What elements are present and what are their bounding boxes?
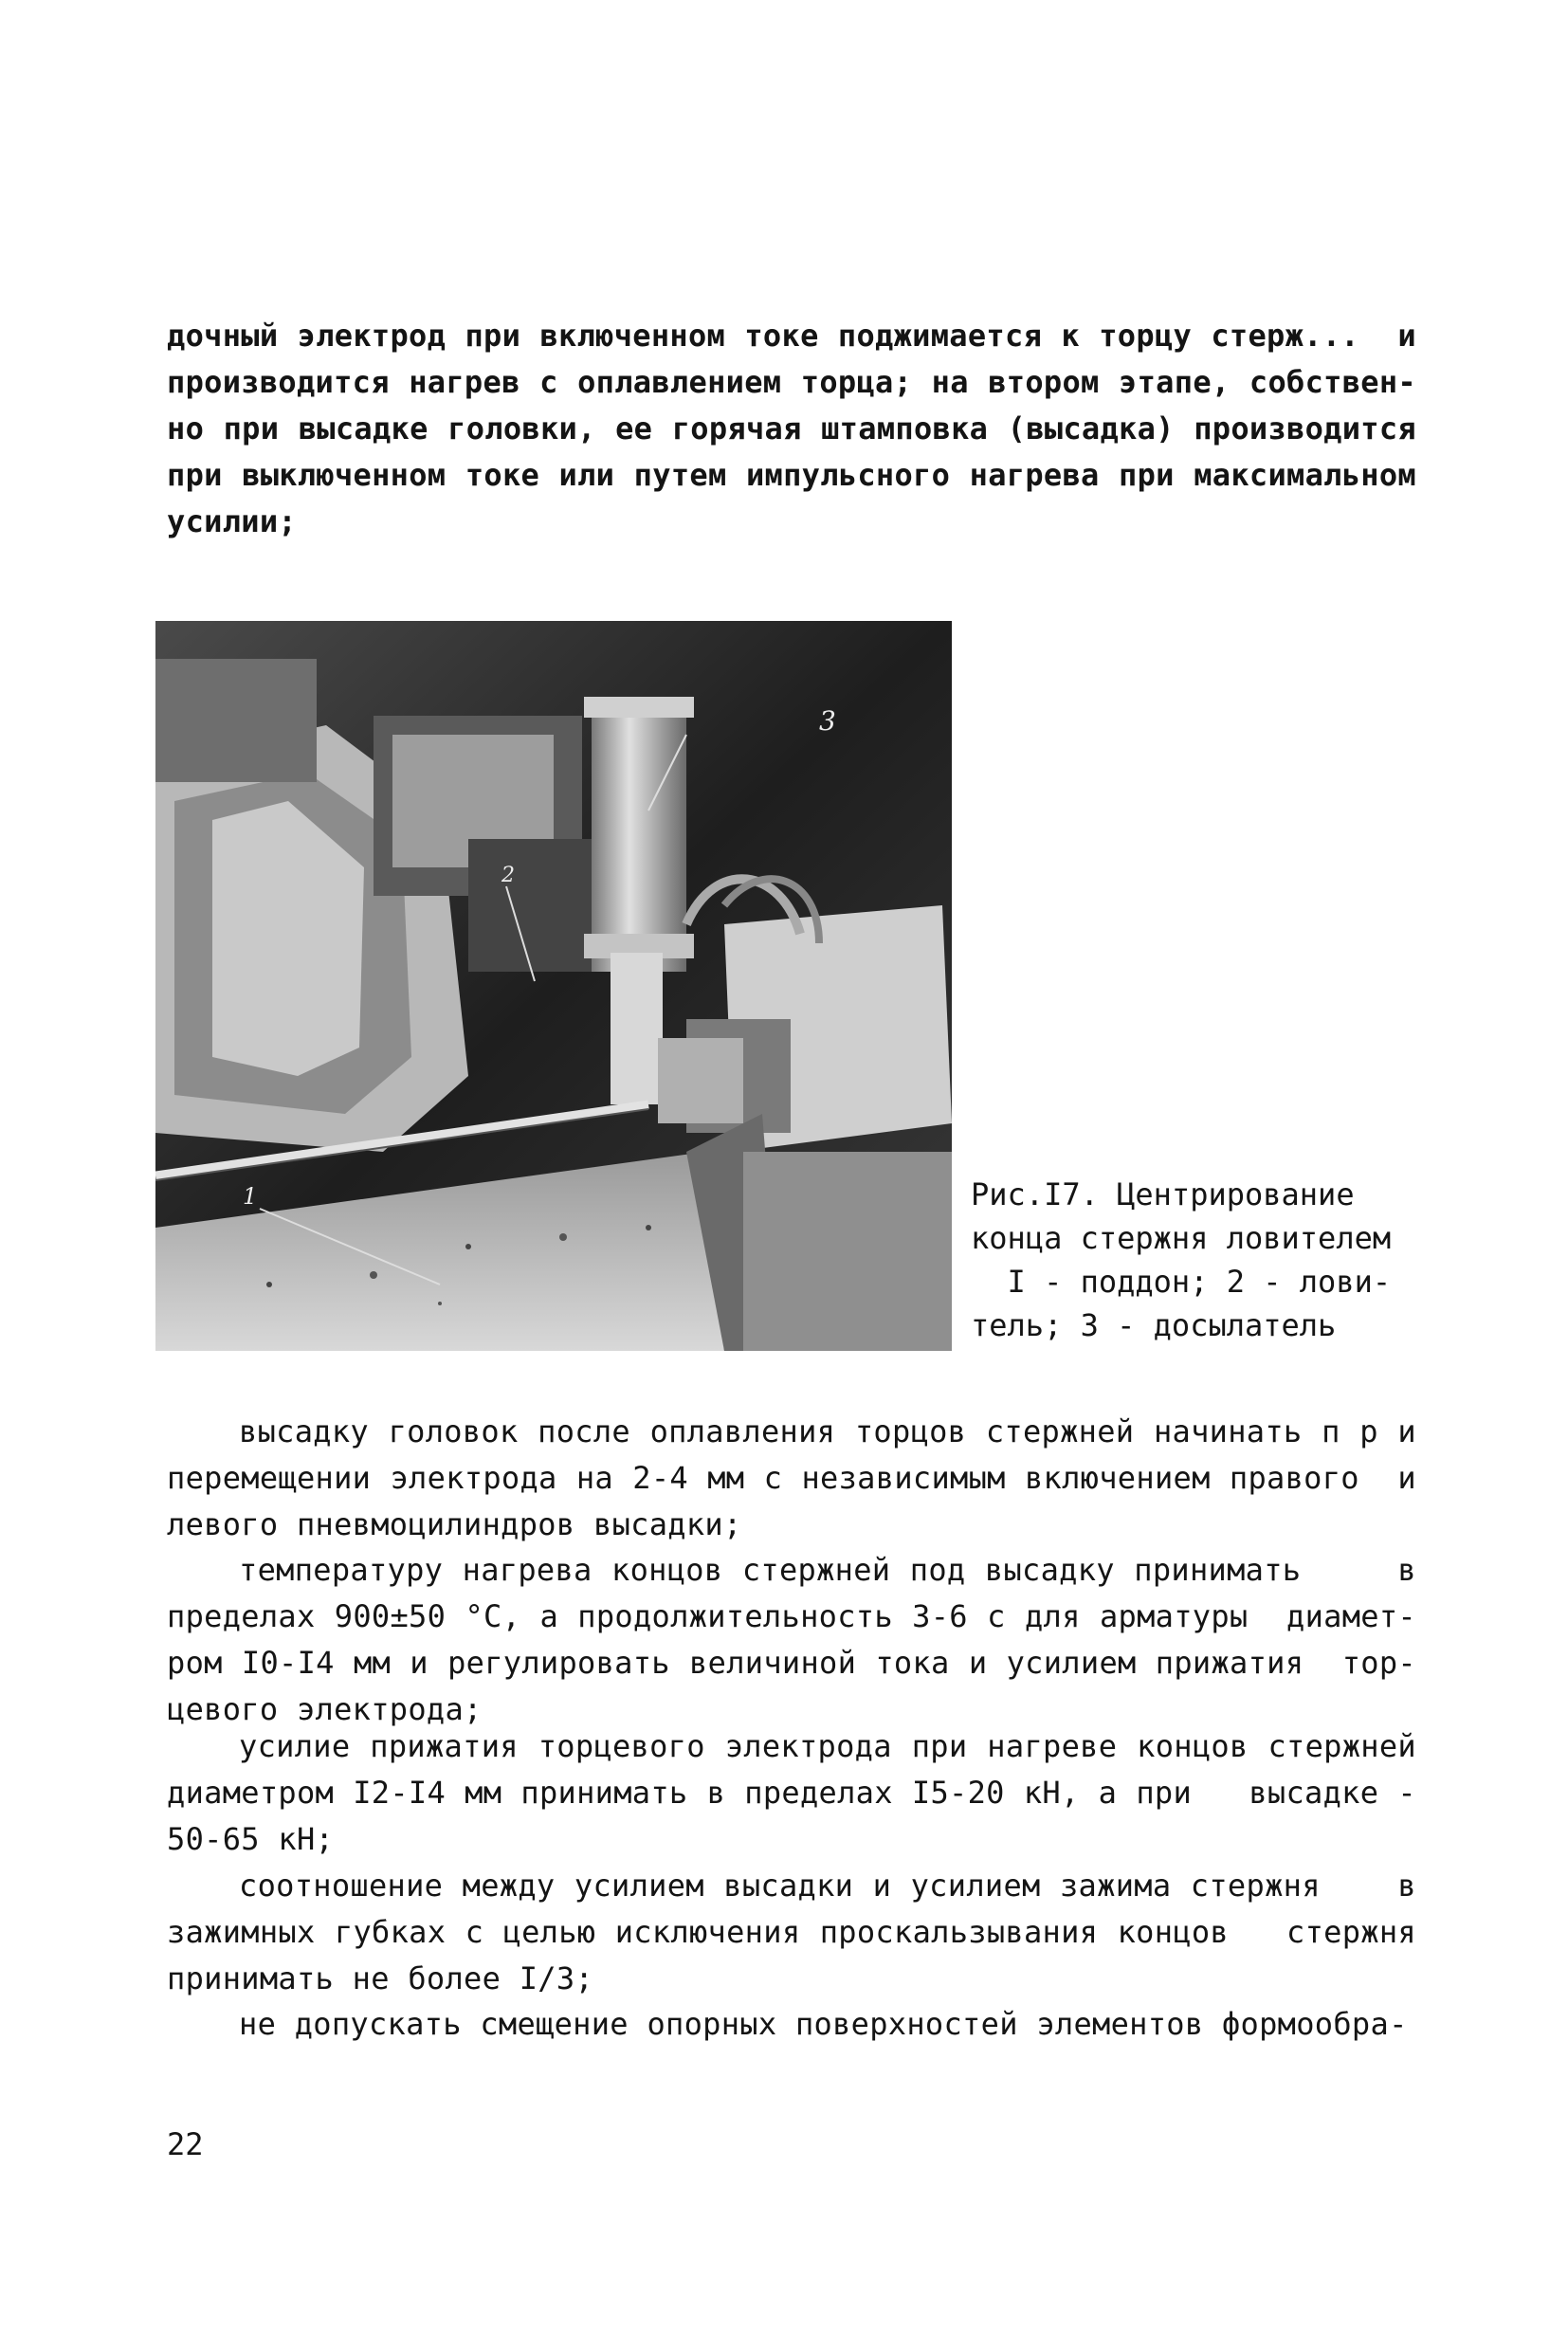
text-line: усилие прижатия торцевого электрода при нагреве концов стержней (239, 1728, 1416, 1764)
text-line: ром I0-I4 мм и регулировать величиной тока и усилием прижатия тор- (167, 1645, 1416, 1681)
paragraph-upsetting (167, 1409, 1416, 1548)
text-line: дочный электрод при включенном токе поджимается к торцу стерж... и (167, 318, 1416, 354)
text-line: усилии; (167, 503, 297, 539)
text-line: но при высадке головки, ее горячая штамповка (высадка) производится (167, 410, 1416, 447)
text-line: зажимных губках с целью исключения проскальзывания концов стержня (167, 1914, 1416, 1950)
machine-photo-illustration (155, 621, 952, 1351)
figure-caption (971, 1173, 1407, 1347)
caption-line: конца стержня ловителем (971, 1220, 1392, 1256)
text-line: 50-65 кН; (167, 1821, 335, 1857)
top-paragraph (167, 313, 1416, 545)
paragraph-offset (167, 2001, 1416, 2048)
marker-2: 2 (501, 864, 515, 887)
figure-photo (155, 621, 952, 1351)
text-line: левого пневмоцилиндров высадки; (167, 1506, 742, 1542)
caption-line: тель; 3 - досылатель (971, 1307, 1337, 1343)
text-line: производится нагрев с оплавлением торца; на втором этапе, собствен- (167, 364, 1416, 400)
text-line: температуру нагрева концов стержней под высадку принимать в (239, 1552, 1416, 1588)
text-line: принимать не более I/3; (167, 1960, 594, 1996)
caption-line: Рис.I7. Центрирование (971, 1176, 1355, 1212)
text-line: перемещении электрода на 2-4 мм с независимым включением правого и (167, 1460, 1416, 1496)
paragraph-ratio (167, 1863, 1416, 2002)
text-line: пределах 900±50 °С, а продолжительность 3-6 с для арматуры диамет- (167, 1598, 1416, 1634)
text-line: цевого электрода; (167, 1691, 483, 1727)
marker-1: 1 (243, 1183, 258, 1210)
text-line: диаметром I2-I4 мм принимать в пределах I5-20 кН, а при высадке - (167, 1775, 1416, 1811)
text-line: высадку головок после оплавления торцов стержней начинать п р и (239, 1413, 1416, 1449)
caption-line: I - поддон; 2 - лови- (971, 1264, 1392, 1300)
text-line: не допускать смещение опорных поверхностей элементов формообра- (239, 2006, 1408, 2042)
paragraph-force (167, 1723, 1416, 1863)
text-line: соотношение между усилием высадки и усилием зажима стержня в (239, 1868, 1416, 1904)
page-number: 22 (167, 2126, 204, 2162)
text-line: при выключенном токе или путем импульсного нагрева при максимальном (167, 457, 1416, 493)
marker-3: 3 (819, 705, 836, 737)
paragraph-temperature (167, 1547, 1416, 1733)
